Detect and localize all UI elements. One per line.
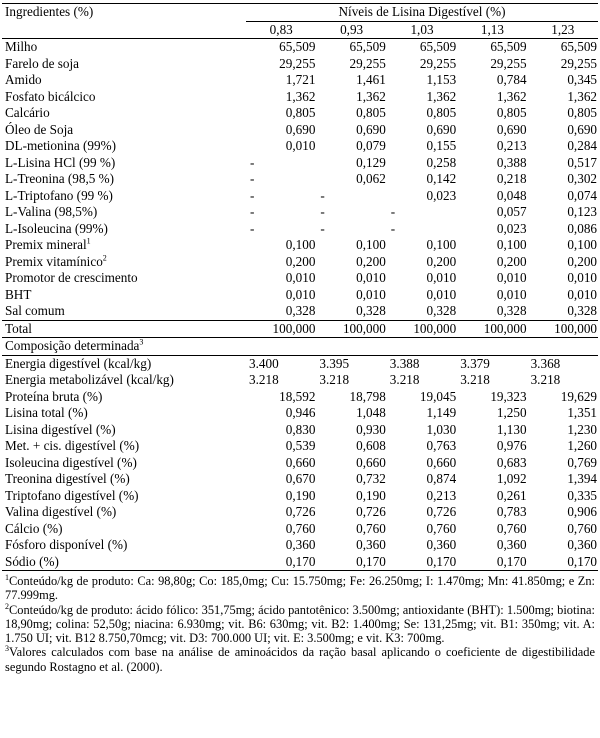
ingredients-body — [2, 39, 598, 321]
ingredient-value: 29,255 — [490, 55, 527, 71]
composition-value: 0,190 — [285, 487, 316, 503]
composition-value: 1,092 — [496, 471, 527, 486]
composition-value: 3.218 — [319, 372, 350, 387]
composition-header — [2, 338, 598, 356]
composition-value: 3.218 — [389, 372, 420, 387]
composition-row — [2, 488, 598, 505]
ingredient-value: 1,153 — [426, 72, 457, 87]
composition-name: Valina digestível (%) — [5, 504, 117, 519]
ingredient-value: 1,461 — [356, 72, 386, 87]
ingredient-row — [2, 188, 598, 205]
ingredient-row — [2, 254, 598, 271]
composition-value: 0,608 — [356, 438, 386, 453]
composition-value: 0,906 — [567, 504, 597, 519]
composition-value: 0,170 — [316, 554, 386, 571]
ingredient-label: L-Isoleucina (99%) — [5, 220, 108, 236]
ingredient-value: 0,079 — [356, 138, 386, 153]
ingredient-row — [2, 204, 598, 221]
composition-value: 0,976 — [496, 438, 527, 453]
ingredient-row — [2, 89, 598, 106]
composition-value: 0,726 — [285, 504, 316, 519]
ingredient-name — [2, 155, 246, 172]
composition-value: 0,769 — [567, 454, 597, 470]
ingredient-value: 65,509 — [279, 39, 316, 54]
ingredient-value: 0,100 — [285, 237, 316, 252]
composition-row — [2, 438, 598, 455]
ingredient-value: 0,010 — [496, 286, 527, 302]
ingredient-value: 1,362 — [496, 88, 527, 104]
ingredient-value: 0,086 — [567, 220, 597, 236]
ingredient-value: 0,057 — [496, 204, 527, 219]
nutrition-table-figure — [2, 3, 598, 674]
composition-value: 1,394 — [567, 471, 597, 486]
ingredient-value: 0,784 — [496, 72, 527, 87]
ingredient-value: 0,213 — [496, 138, 527, 153]
ingredient-value: 1,362 — [285, 88, 316, 104]
composition-name: Met. + cis. digestível (%) — [5, 438, 140, 453]
footnote-text: Conteúdo/kg de produto: ácido fólico: 351,75mg; ácido pantotênico: 3.500mg; antioxidante (BHT): 1.500mg; biotina: 18,90mg; colina: 52,50g; niacina: 6.930mg; vit. B6: 630mg; vit. B2: 1.400mg; Se: 131,25mg; vit. B1: 350mg; vit. A: 1.750 UI; vit. B12 8.750,70mcg; vit. D3: 700.000 UI; vit. E: 3.500mg; e vit. K3: 700mg. — [5, 602, 595, 646]
ingredient-value: 0,345 — [567, 72, 597, 87]
ingredient-label: Premix mineral — [5, 237, 87, 252]
ingredients-header: Ingredientes (%) — [2, 4, 246, 39]
ingredient-name — [2, 138, 246, 155]
ingredient-label: BHT — [5, 286, 32, 302]
total-value: 100,000 — [316, 320, 386, 338]
ingredient-row — [2, 39, 598, 56]
composition-name: Isoleucina digestível (%) — [5, 454, 137, 470]
composition-body — [2, 355, 598, 571]
composition-value: 0,946 — [285, 405, 316, 420]
footnotes — [2, 574, 598, 674]
ingredient-value: 1,362 — [567, 88, 597, 104]
ingredient-value: 0,805 — [426, 105, 457, 120]
composition-value: 3.218 — [249, 372, 279, 387]
table-header-row — [2, 4, 598, 22]
ingredient-name — [2, 303, 246, 320]
ingredient-value: 0,010 — [426, 270, 457, 285]
ingredient-value: - — [390, 220, 396, 236]
ingredient-row — [2, 270, 598, 287]
ingredient-value: 0,302 — [567, 171, 597, 186]
ingredient-value: 0,328 — [496, 303, 527, 318]
composition-value: 0,670 — [285, 471, 316, 486]
ingredient-value: 0,328 — [567, 303, 597, 318]
footnote — [5, 574, 595, 603]
ingredient-row — [2, 122, 598, 139]
composition-value: 0,261 — [496, 487, 527, 503]
ingredient-value: 0,200 — [356, 253, 386, 269]
total-value: 100,000 — [246, 320, 316, 338]
ingredient-value: 0,200 — [285, 253, 316, 269]
composition-value: 0,874 — [426, 471, 457, 486]
ingredient-value: 0,010 — [356, 270, 386, 285]
ingredient-value: 0,100 — [567, 237, 597, 252]
ingredient-value: 0,010 — [567, 286, 597, 302]
ingredient-label: Fosfato bicálcico — [5, 88, 96, 104]
composition-value: 0,783 — [496, 504, 527, 519]
ingredient-value: 29,255 — [560, 55, 597, 71]
ingredient-name — [2, 39, 246, 56]
ingredient-value: - — [390, 204, 396, 219]
ingredient-value: - — [250, 187, 255, 203]
ingredient-value: 0,048 — [496, 187, 527, 203]
composition-value: 19,045 — [419, 388, 457, 404]
composition-value: 0,170 — [387, 554, 457, 571]
ingredient-value: 0,200 — [426, 253, 457, 269]
ingredient-label: Milho — [5, 39, 38, 54]
ingredient-name — [2, 89, 246, 106]
composition-row — [2, 455, 598, 472]
ingredient-value: 29,255 — [419, 55, 457, 71]
composition-sup: 3 — [139, 337, 144, 347]
composition-value: 0,360 — [285, 537, 316, 552]
composition-value: 18,798 — [349, 388, 386, 404]
level-header: 0,93 — [316, 21, 386, 39]
ingredient-value: 1,362 — [356, 88, 386, 104]
ingredient-name — [2, 72, 246, 89]
composition-value: 0,360 — [356, 537, 386, 552]
ingredient-value: 0,328 — [285, 303, 316, 318]
ingredient-name — [2, 122, 246, 139]
ingredient-label: Premix vitamínico — [5, 253, 103, 269]
ingredient-value: 1,721 — [285, 72, 316, 87]
ingredient-label: Calcário — [5, 105, 50, 120]
composition-value: 1,230 — [567, 421, 597, 437]
ingredient-name — [2, 188, 246, 205]
ingredient-value: 0,690 — [567, 121, 597, 137]
composition-value: 0,726 — [426, 504, 457, 519]
composition-value: 1,130 — [496, 421, 527, 437]
composition-value: 0,760 — [496, 520, 527, 536]
composition-value: 0,660 — [356, 454, 386, 470]
composition-name: Lisina total (%) — [5, 405, 88, 420]
ingredient-name — [2, 287, 246, 304]
ingredient-label: L-Lisina HCl (99 %) — [5, 154, 116, 170]
ingredient-name — [2, 105, 246, 122]
composition-value: 3.388 — [389, 355, 420, 371]
composition-value: 0,360 — [496, 537, 527, 552]
ingredient-value: 0,010 — [285, 270, 316, 285]
composition-row — [2, 405, 598, 422]
composition-value: 0,763 — [426, 438, 457, 453]
composition-value: 1,250 — [496, 405, 527, 420]
composition-value: 1,260 — [567, 438, 597, 453]
ingredient-label: Promotor de crescimento — [5, 270, 138, 285]
footnote-marker: 2 — [102, 253, 107, 263]
composition-header-row — [2, 338, 598, 356]
ingredient-value: 1,362 — [426, 88, 457, 104]
composition-value: 1,048 — [356, 405, 386, 420]
ingredient-value: 29,255 — [349, 55, 386, 71]
composition-value: 0,683 — [496, 454, 527, 470]
total-label: Total — [2, 320, 246, 338]
ingredient-row — [2, 56, 598, 73]
ingredient-row — [2, 138, 598, 155]
ingredient-value: 0,129 — [356, 154, 386, 170]
ingredient-value: 0,690 — [496, 121, 527, 137]
ingredient-label: L-Valina (98,5%) — [5, 204, 98, 219]
ingredient-value: 0,123 — [567, 204, 597, 219]
ingredient-label: Amido — [5, 72, 42, 87]
ingredient-value: - — [250, 171, 255, 186]
composition-value: 0,760 — [567, 520, 597, 536]
ingredient-value: 0,010 — [285, 286, 316, 302]
level-header: 1,13 — [457, 21, 527, 39]
ingredient-value: 0,805 — [356, 105, 386, 120]
ingredient-value: 0,100 — [496, 237, 527, 252]
ingredient-value: 0,200 — [496, 253, 527, 269]
composition-value: 3.395 — [319, 355, 350, 371]
composition-value: 0,930 — [356, 421, 386, 437]
ingredient-row — [2, 287, 598, 304]
composition-value: 0,170 — [457, 554, 527, 571]
composition-value: 3.368 — [530, 355, 561, 371]
ingredient-value: 65,509 — [490, 39, 527, 54]
ingredient-value: - — [250, 220, 255, 236]
ingredient-row — [2, 171, 598, 188]
composition-value: 0,660 — [426, 454, 457, 470]
ingredient-value: - — [320, 204, 325, 219]
composition-row — [2, 389, 598, 406]
ingredient-value: 0,805 — [285, 105, 316, 120]
ingredient-label: Óleo de Soja — [5, 121, 74, 137]
ingredient-label: Farelo de soja — [5, 55, 79, 71]
composition-value: 3.218 — [460, 372, 490, 387]
composition-value: 0,335 — [567, 487, 597, 503]
composition-value: 1,351 — [567, 405, 597, 420]
composition-row — [2, 537, 598, 554]
ingredient-value: 0,690 — [285, 121, 316, 137]
ingredient-value: 0,690 — [356, 121, 386, 137]
composition-name: Fósforo disponível (%) — [5, 537, 128, 552]
ingredient-value: 0,010 — [426, 286, 457, 302]
composition-value: 3.218 — [530, 372, 561, 387]
ingredient-value: 0,010 — [567, 270, 597, 285]
ingredient-row — [2, 105, 598, 122]
ingredient-value: - — [250, 204, 255, 219]
composition-value: 0,760 — [356, 520, 386, 536]
ingredient-label: DL-metionina (99%) — [5, 138, 116, 153]
composition-value: 0,190 — [356, 487, 386, 503]
composition-value: 0,360 — [567, 537, 597, 552]
diet-composition-table — [2, 3, 598, 571]
composition-value: 0,170 — [246, 554, 316, 571]
ingredient-row — [2, 303, 598, 320]
ingredient-value: 0,200 — [567, 253, 597, 269]
composition-name: Triptofano digestível (%) — [5, 487, 139, 503]
ingredient-name — [2, 56, 246, 73]
composition-value: 0,830 — [285, 421, 316, 437]
ingredient-label: L-Treonina (98,5 %) — [5, 171, 115, 186]
footnote — [5, 603, 595, 646]
composition-name: Energia metabolizável (kcal/kg) — [5, 372, 174, 387]
ingredient-row — [2, 72, 598, 89]
ingredient-value: 0,517 — [567, 154, 597, 170]
ingredient-value: 29,255 — [279, 55, 316, 71]
ingredient-value: 65,509 — [349, 39, 386, 54]
composition-value: 0,760 — [426, 520, 457, 536]
composition-value: 19,323 — [490, 388, 527, 404]
composition-row — [2, 355, 598, 372]
composition-row — [2, 471, 598, 488]
levels-header: Níveis de Lisina Digestível (%) — [246, 4, 598, 22]
composition-value: 0,539 — [285, 438, 316, 453]
ingredient-row — [2, 221, 598, 238]
composition-value: 0,732 — [356, 471, 386, 486]
ingredient-value: 0,100 — [356, 237, 386, 252]
ingredient-value: 0,284 — [567, 138, 597, 153]
composition-name: Proteína bruta (%) — [5, 388, 103, 404]
ingredient-name — [2, 171, 246, 188]
ingredient-value: 0,010 — [496, 270, 527, 285]
composition-value: 0,170 — [528, 554, 598, 571]
footnote — [5, 645, 595, 674]
composition-value: 0,360 — [426, 537, 457, 552]
composition-name: Treonina digestível (%) — [5, 471, 130, 486]
ingredient-value: 0,388 — [496, 154, 527, 170]
composition-name: Lisina digestível (%) — [5, 421, 116, 437]
level-header: 1,03 — [387, 21, 457, 39]
ingredient-row — [2, 237, 598, 254]
ingredient-value: 65,509 — [560, 39, 597, 54]
ingredient-value: 0,023 — [426, 187, 457, 203]
total-row — [2, 320, 598, 338]
footnote-marker: 1 — [86, 236, 91, 246]
total-value: 100,000 — [387, 320, 457, 338]
ingredient-value: - — [320, 220, 325, 236]
ingredient-name — [2, 221, 246, 238]
ingredient-row — [2, 155, 598, 172]
composition-value: 3.400 — [249, 355, 279, 371]
composition-value: 18,592 — [279, 388, 316, 404]
ingredient-value: 0,805 — [567, 105, 597, 120]
ingredient-value: 0,100 — [426, 237, 457, 252]
composition-name: Cálcio (%) — [5, 520, 63, 536]
level-header: 0,83 — [246, 21, 316, 39]
ingredient-label: L-Triptofano (99 %) — [5, 187, 113, 203]
composition-value: 0,726 — [356, 504, 386, 519]
ingredient-value: 0,258 — [426, 154, 457, 170]
composition-value: 19,629 — [560, 388, 597, 404]
ingredient-value: 0,023 — [496, 220, 527, 236]
ingredient-label: Sal comum — [5, 303, 65, 318]
ingredient-name — [2, 204, 246, 221]
total-value: 100,000 — [528, 320, 598, 338]
ingredient-value: 65,509 — [419, 39, 457, 54]
ingredient-name — [2, 254, 246, 271]
footnote-text: Conteúdo/kg de produto: Ca: 98,80g; Co: 185,0mg; Cu: 15.750mg; Fe: 26.250mg; I: 1.470mg; Mn: 41.850mg; e Zn: 77.999mg. — [5, 574, 595, 603]
ingredient-value: 0,062 — [356, 171, 386, 186]
ingredient-value: - — [250, 154, 255, 170]
ingredient-name — [2, 237, 246, 254]
composition-value: 0,660 — [285, 454, 316, 470]
level-header: 1,23 — [528, 21, 598, 39]
footnote-number: 3 — [5, 644, 9, 654]
ingredient-value: 0,328 — [426, 303, 457, 318]
composition-row — [2, 521, 598, 538]
composition-row — [2, 372, 598, 389]
ingredient-name — [2, 270, 246, 287]
ingredient-value: 0,010 — [285, 138, 316, 153]
composition-name: Energia digestível (kcal/kg) — [5, 355, 152, 371]
composition-value: 0,213 — [426, 487, 457, 503]
ingredient-value: 0,805 — [496, 105, 527, 120]
ingredient-value: 0,074 — [567, 187, 597, 203]
composition-value: 0,760 — [285, 520, 316, 536]
composition-row — [2, 554, 598, 571]
ingredient-value: 0,010 — [356, 286, 386, 302]
footnote-number: 2 — [5, 601, 9, 611]
composition-label: Composição determinada — [5, 338, 140, 353]
composition-value: 1,030 — [426, 421, 457, 437]
total-value: 100,000 — [457, 320, 527, 338]
ingredient-value: 0,690 — [426, 121, 457, 137]
ingredient-value: - — [320, 187, 325, 203]
composition-row — [2, 504, 598, 521]
ingredient-value: 0,142 — [426, 171, 457, 186]
footnote-number: 1 — [5, 572, 9, 582]
composition-row — [2, 422, 598, 439]
ingredient-value: 0,218 — [496, 171, 527, 186]
ingredient-value: 0,328 — [356, 303, 386, 318]
composition-value: 3.379 — [460, 355, 490, 371]
composition-value: 1,149 — [426, 405, 457, 420]
ingredient-value: 0,155 — [426, 138, 457, 153]
composition-name: Sódio (%) — [2, 554, 246, 571]
footnote-text: Valores calculados com base na análise de aminoácidos da ração basal aplicando o coeficiente de digestibilidade segundo Rostagno et al. (2000). — [5, 645, 595, 674]
